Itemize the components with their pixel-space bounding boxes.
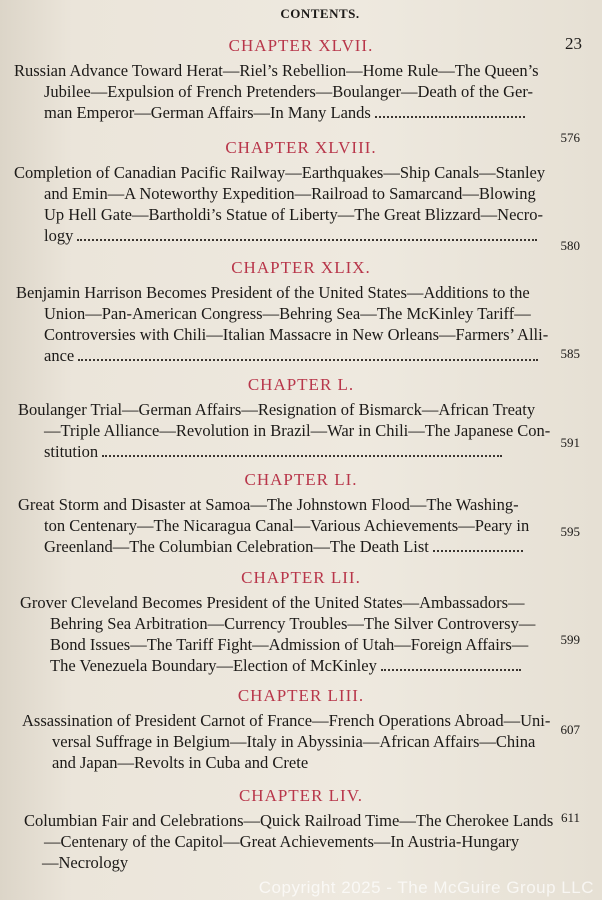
summary-line: and Emin—A Noteworthy Expedition—Railroad to Samarcand—Blowing (44, 184, 536, 203)
summary-line: Completion of Canadian Pacific Railway—Earthquakes—Ship Canals—Stanley (14, 163, 546, 182)
summary-line: —Centenary of the Capitol—Great Achievements—In Austria-Hungary (44, 832, 520, 851)
summary-line: Controversies with Chili—Italian Massacre in New Orleans—Farmers’ Alli- (44, 325, 549, 344)
chapter-page-number: 599 (560, 632, 580, 647)
chapter-summary (0, 710, 602, 773)
summary-line: logy (44, 226, 74, 245)
summary-line: Behring Sea Arbitration—Currency Troubles—The Silver Controversy— (50, 614, 536, 633)
summary-line: Columbian Fair and Celebrations—Quick Railroad Time—The Cherokee Lands (24, 811, 554, 830)
summary-line: —Necrology (42, 853, 129, 872)
summary-line: Russian Advance Toward Herat—Riel’s Rebellion—Home Rule—The Queen’s (14, 61, 539, 80)
chapter-title: CHAPTER XLVIII. (225, 138, 377, 157)
chapter-entry (0, 568, 602, 676)
summary-line: Grover Cleveland Becomes President of the United States—Ambassadors— (20, 593, 525, 612)
chapter-entry (0, 138, 602, 253)
chapter-page-number: 576 (560, 130, 580, 145)
copyright-watermark: Copyright 2025 - The McGuire Group LLC (258, 878, 594, 897)
summary-line: Benjamin Harrison Becomes President of the United States—Additions to the (16, 283, 530, 302)
chapter-title: CHAPTER LII. (241, 568, 361, 587)
chapter-entry (0, 686, 602, 773)
summary-line: Bond Issues—The Tariff Fight—Admission of Utah—Foreign Affairs— (50, 635, 529, 654)
chapter-summary (0, 60, 602, 123)
chapter-title: CHAPTER XLVII. (228, 36, 374, 55)
leader-dots (77, 239, 537, 241)
chapter-page-number: 611 (560, 810, 580, 825)
summary-line: man Emperor—German Affairs—In Many Lands (44, 103, 371, 122)
leader-dots (78, 359, 538, 361)
page-number: 23 (565, 34, 582, 53)
leader-dots (375, 116, 525, 118)
chapter-title: CHAPTER LIII. (237, 686, 365, 705)
chapter-title: CHAPTER XLIX. (231, 258, 371, 277)
chapter-summary (0, 494, 602, 557)
chapter-summary (0, 810, 602, 873)
chapter-page-number: 607 (560, 722, 580, 737)
chapter-summary (0, 282, 602, 366)
summary-line: versal Suffrage in Belgium—Italy in Abyssinia—African Affairs—China (52, 732, 536, 751)
chapter-entry (0, 258, 602, 366)
summary-line: stitution (44, 442, 99, 461)
chapter-entry (0, 786, 602, 873)
chapter-title: CHAPTER LIV. (238, 786, 364, 805)
chapter-entry (0, 36, 602, 145)
leader-dots (102, 455, 502, 457)
chapter-page-number: 580 (560, 238, 580, 253)
page-header: CONTENTS. (280, 6, 360, 21)
summary-line: and Japan—Revolts in Cuba and Crete (52, 753, 309, 772)
summary-line: Up Hell Gate—Bartholdi’s Statue of Liberty—The Great Blizzard—Necro- (44, 205, 543, 224)
leader-dots (433, 550, 523, 552)
leader-dots (381, 669, 521, 671)
chapter-title: CHAPTER L. (247, 375, 355, 394)
chapter-summary (0, 162, 602, 246)
summary-line: Jubilee—Expulsion of French Pretenders—Boulanger—Death of the Ger- (44, 82, 534, 101)
summary-line: Boulanger Trial—German Affairs—Resignation of Bismarck—African Treaty (18, 400, 536, 419)
summary-line: ance (44, 346, 75, 365)
chapter-entry (0, 375, 602, 462)
chapter-entry (0, 470, 602, 557)
summary-line: Great Storm and Disaster at Samoa—The Johnstown Flood—The Washing- (18, 495, 519, 514)
chapter-title: CHAPTER LI. (244, 470, 358, 489)
summary-line: The Venezuela Boundary—Election of McKinley (50, 656, 377, 675)
summary-line: Assassination of President Carnot of France—French Operations Abroad—Uni- (22, 711, 551, 730)
chapter-summary (0, 592, 602, 676)
summary-line: Union—Pan-American Congress—Behring Sea—The McKinley Tariff— (44, 304, 531, 323)
summary-line: —Triple Alliance—Revolution in Brazil—War in Chili—The Japanese Con- (44, 421, 551, 440)
summary-line: ton Centenary—The Nicaragua Canal—Various Achievements—Peary in (44, 516, 530, 535)
chapter-page-number: 595 (560, 524, 580, 539)
chapter-page-number: 585 (560, 346, 580, 361)
chapter-page-number: 591 (560, 435, 580, 450)
chapter-summary (0, 399, 602, 462)
summary-line: Greenland—The Columbian Celebration—The Death List (44, 537, 429, 556)
